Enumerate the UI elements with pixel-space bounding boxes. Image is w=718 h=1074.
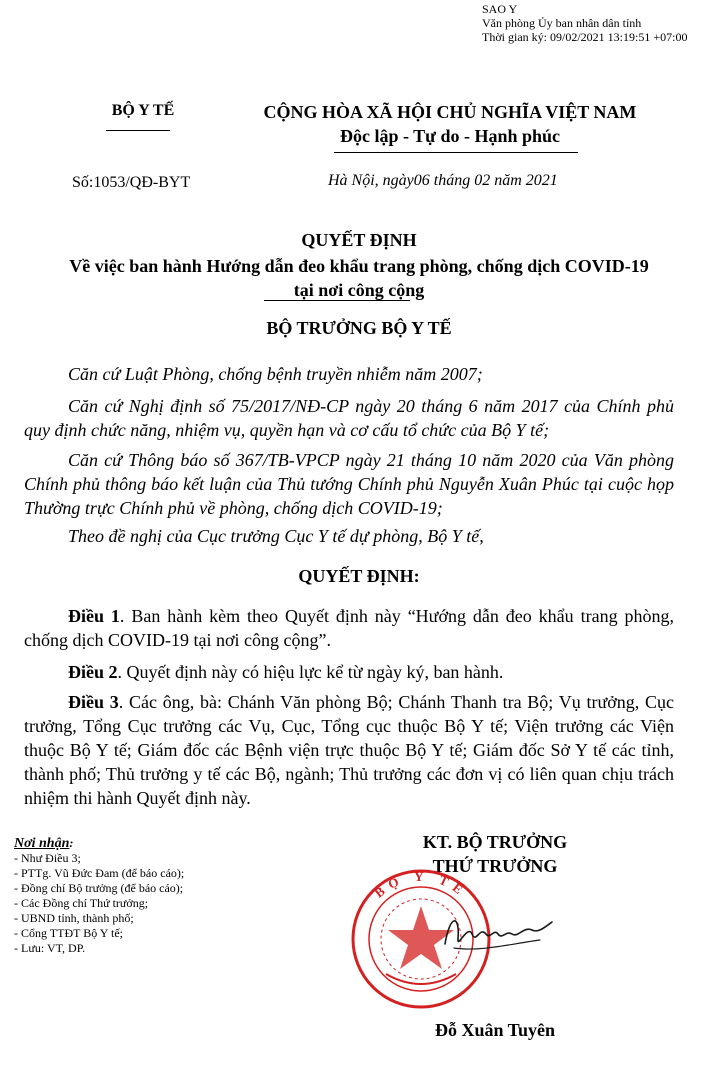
recipient-item: - UBND tỉnh, thành phố; (14, 911, 134, 925)
legal-basis-2: Căn cứ Nghị định số 75/2017/NĐ-CP ngày 20 tháng 6 năm 2017 của Chính phủ quy định chức năng, nhiệm vụ, quyền hạn và cơ cấu tổ chức của Bộ Y tế; (24, 396, 674, 440)
ministry-name: BỘ Y TẾ (111, 102, 175, 119)
seal-text: BỘ Y TẾ (371, 868, 471, 901)
on-behalf-label: KT. BỘ TRƯỞNG (422, 832, 568, 852)
issuing-authority: BỘ TRƯỞNG BỘ Y TẾ (266, 318, 452, 338)
recipient-item: - Như Điều 3; (14, 851, 81, 865)
recipient-item: - Các Đồng chí Thứ trưởng; (14, 896, 149, 910)
decision-subject (0, 254, 718, 302)
article-1-label: Điều 1 (68, 606, 120, 626)
subject-line-1: Về việc ban hành Hướng dẫn đeo khẩu trang phòng, chống dịch COVID-19 (69, 256, 649, 276)
recipients-title: Nơi nhận (14, 836, 70, 851)
article-2 (24, 660, 674, 684)
legal-basis-3: Căn cứ Thông báo số 367/TB-VPCP ngày 21 tháng 10 năm 2020 của Văn phòng Chính phủ thông báo kết luận của Thủ tướng Chính phủ Nguyễn Xuân Phúc tại cuộc họp Thường trực Chính phủ về phòng, chống dịch COVID-19; (24, 450, 674, 518)
document-date: Hà Nội, ngày06 tháng 02 năm 2021 (328, 172, 558, 189)
legal-basis-4: Theo đề nghị của Cục trưởng Cục Y tế dự phòng, Bộ Y tế, (68, 526, 484, 546)
stamp-line-2: Văn phòng Ủy ban nhân dân tỉnh (482, 16, 642, 30)
motto-underline (334, 152, 578, 153)
recipient-item: - Đồng chí Bộ trưởng (để báo cáo); (14, 881, 184, 895)
motto: Độc lập - Tự do - Hạnh phúc (339, 126, 561, 146)
article-1-text: . Ban hành kèm theo Quyết định này “Hướng dẫn đeo khẩu trang phòng, chống dịch COVID-19 tại nơi công cộng”. (24, 606, 674, 650)
article-2-label: Điều 2 (68, 662, 118, 682)
article-3-text: . Các ông, bà: Chánh Văn phòng Bộ; Chánh Thanh tra Bộ; Vụ trưởng, Cục trưởng, Tổng Cục trưởng các Vụ, Cục, Tổng cục thuộc Bộ Y tế; Viện trưởng các Viện thuộc Bộ Y tế; Giám đốc các Bệnh viện trực thuộc Bộ Y tế; Giám đốc Sở Y tế các tỉnh, thành phố; Thủ trưởng y tế các Bộ, ngành; Thủ trưởng các đơn vị có liên quan chịu trách nhiệm thi hành Quyết định này. (24, 692, 675, 808)
ministry-underline (106, 130, 170, 131)
recipients-block: Nơi nhận: - Như Điều 3; - PTTg. Vũ Đức Đam (để báo cáo); - Đồng chí Bộ trưởng (để báo cáo); - Các Đồng chí Thứ trưởng; - UBND tỉnh, thành phố; - Cổng TTĐT Bộ Y tế; - Lưu: VT, DP. (14, 836, 185, 955)
handwritten-signature (440, 904, 560, 964)
recipient-item: - PTTg. Vũ Đức Đam (để báo cáo); (14, 866, 185, 880)
digital-signature-stamp (482, 2, 687, 44)
recipient-item: - Cổng TTĐT Bộ Y tế; (14, 926, 123, 940)
article-3 (24, 690, 674, 810)
document-number: Số:1053/QĐ-BYT (72, 174, 191, 191)
decides-heading: QUYẾT ĐỊNH: (298, 566, 420, 586)
stamp-line-1: SAO Y (482, 2, 518, 16)
article-3-label: Điều 3 (68, 692, 119, 712)
signer-position: THỨ TRƯỞNG (432, 856, 558, 876)
recipient-item: - Lưu: VT, DP. (14, 941, 86, 955)
decision-title: QUYẾT ĐỊNH (301, 230, 417, 250)
stamp-line-3: Thời gian ký: 09/02/2021 13:19:51 +07:00 (482, 30, 688, 44)
article-1 (24, 604, 674, 652)
subject-line-2: tại nơi công cộng (293, 280, 425, 300)
article-2-text: . Quyết định này có hiệu lực kể từ ngày ký, ban hành. (117, 662, 504, 682)
national-header (240, 100, 660, 148)
nation-name: CỘNG HÒA XÃ HỘI CHỦ NGHĨA VIỆT NAM (263, 102, 637, 122)
signer-name: Đỗ Xuân Tuyên (434, 1020, 556, 1040)
subject-underline (264, 300, 410, 301)
legal-basis-1: Căn cứ Luật Phòng, chống bệnh truyền nhiễm năm 2007; (68, 364, 483, 384)
